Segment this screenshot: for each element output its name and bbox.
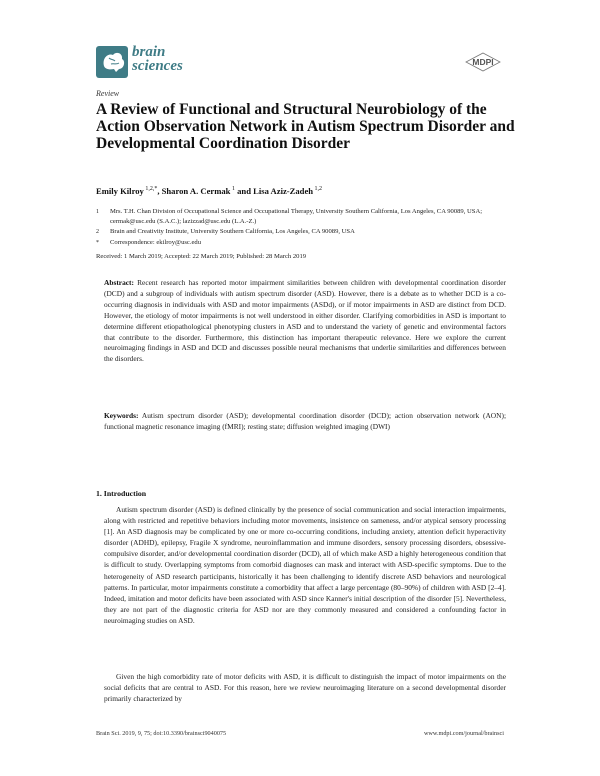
author-separator: ,: [157, 186, 162, 196]
keywords-label: Keywords:: [104, 411, 139, 420]
author-conjunction: and: [234, 186, 254, 196]
svg-text:MDPI: MDPI: [472, 57, 494, 67]
keywords-text: Autism spectrum disorder (ASD); developmental coordination disorder (DCD); action observation network (AON); functional magnetic resonance imaging (fMRI); resting state; diffusion weighted imaging (DWI): [104, 411, 506, 431]
keywords: [104, 411, 506, 433]
paper-title: A Review of Functional and Structural Neurobiology of the Action Observation Network in Autism Spectrum Disorder and Developmental Coordination Disorder: [96, 101, 515, 152]
correspondence: [96, 238, 506, 248]
affiliation-item: [96, 207, 506, 227]
author-affil-mark: 1: [230, 186, 235, 193]
journal-name-line1: brain: [132, 44, 166, 60]
journal-name: [132, 45, 183, 73]
affiliation-mark: 2: [96, 229, 99, 235]
author-affil-mark: 1,2,*: [143, 186, 158, 193]
publisher-logo: [463, 52, 503, 72]
affiliation-mark: *: [96, 240, 99, 246]
abstract-label: Abstract:: [104, 278, 134, 287]
brain-icon: [96, 46, 128, 78]
abstract-text: Recent research has reported motor impairment similarities between children with developmental coordination disorder (DCD) and a subgroup of individuals with autism spectrum disorder (ASD). However, there is a debate as to whether DCD is a co-occurring diagnosis in individuals with ASD and motor impairments (ASDd), or if motor impairments in ASD are distinct from DCD. However, the etiology of motor impairments is not well understood in either disorder. Clarifying comorbidities in ASD is important to determine different etiopathological phenotyping clusters in ASD and to understand the variety of genetic and environmental factors that contribute to the disorder. Furthermore, this distinction has important therapeutic relevance. Here we explore the current neuroimaging findings in ASD and DCD and discusses possible neural mechanisms that underlie similarities and differences between the disorders.: [104, 278, 506, 364]
affiliation-mark: 1: [96, 209, 99, 215]
author-list: [96, 186, 322, 196]
journal-name-line2: sciences: [132, 58, 183, 74]
body-paragraph: Given the high comorbidity rate of motor deficits with ASD, it is difficult to distinguish the impact of motor impairments on the social deficits that are central to ASD. For this reason, here we review neuroimaging literature on a second developmental disorder primarily characterized by: [104, 672, 506, 704]
author-name: Emily Kilroy: [96, 186, 144, 196]
publication-dates: Received: 1 March 2019; Accepted: 22 March 2019; Published: 28 March 2019: [96, 253, 307, 260]
affiliation-text: Correspondence: ekilroy@usc.edu: [110, 239, 202, 246]
footer-url[interactable]: www.mdpi.com/journal/brainsci: [423, 730, 504, 737]
author-affil-mark: 1,2: [313, 186, 323, 193]
body-paragraph: Autism spectrum disorder (ASD) is defined clinically by the presence of social communication and social interaction impairments, along with restricted and repetitive behaviors including motor movements, insistence on sameness, and/or atypical sensory processing [1]. An ASD diagnosis may be complicated by one or more co-occurring conditions, including anxiety, attention deficit hyperactivity disorder (ADHD), epilepsy, Fragile X syndrome, neuroinflammation and immune disorders, sensory processing disorders, obsessive-compulsive disorder, and/or developmental coordination disorder (DCD), all of which make ASD a highly heterogeneous condition that is difficult to study. Overlapping symptoms from comorbid diagnoses can mask and interact with ASD-specific symptoms. Due to the heterogeneity of ASD research participants, historically it has been challenging to identify discrete ASD behaviors and neurological patterns. In particular, motor impairments constitute a comorbidity that affect a large percentage (80–90%) of children with ASD [2–4]. Indeed, imitation and motor deficits have been associated with ASD since Kanner's initial description of the disorder [5]. Nevertheless, they are not part of the diagnostic criteria for ASD nor are they commonly measured and considered a confounding factor in neuroimaging studies on ASD.: [104, 505, 506, 625]
article-type: Review: [96, 89, 120, 98]
section-heading: 1. Introduction: [96, 489, 147, 498]
affiliation-text: Mrs. T.H. Chan Division of Occupational Science and Occupational Therapy, University Southern California, Los Angeles, CA 90089, USA; cermak@usc.edu (S.A.C.); lazizzad@usc.edu (L.A.-Z.): [110, 208, 483, 225]
footer-citation: Brain Sci. 2019, 9, 75; doi:10.3390/brainsci9040075: [96, 730, 227, 737]
affiliation-text: Brain and Creativity Institute, University Southern California, Los Angeles, CA 90089, USA: [110, 228, 355, 235]
author-name: Lisa Aziz-Zadeh: [253, 186, 314, 196]
abstract: [104, 278, 506, 365]
affiliation-item: [96, 227, 506, 237]
author-name: Sharon A. Cermak: [161, 186, 231, 196]
mdpi-icon: [463, 52, 503, 72]
